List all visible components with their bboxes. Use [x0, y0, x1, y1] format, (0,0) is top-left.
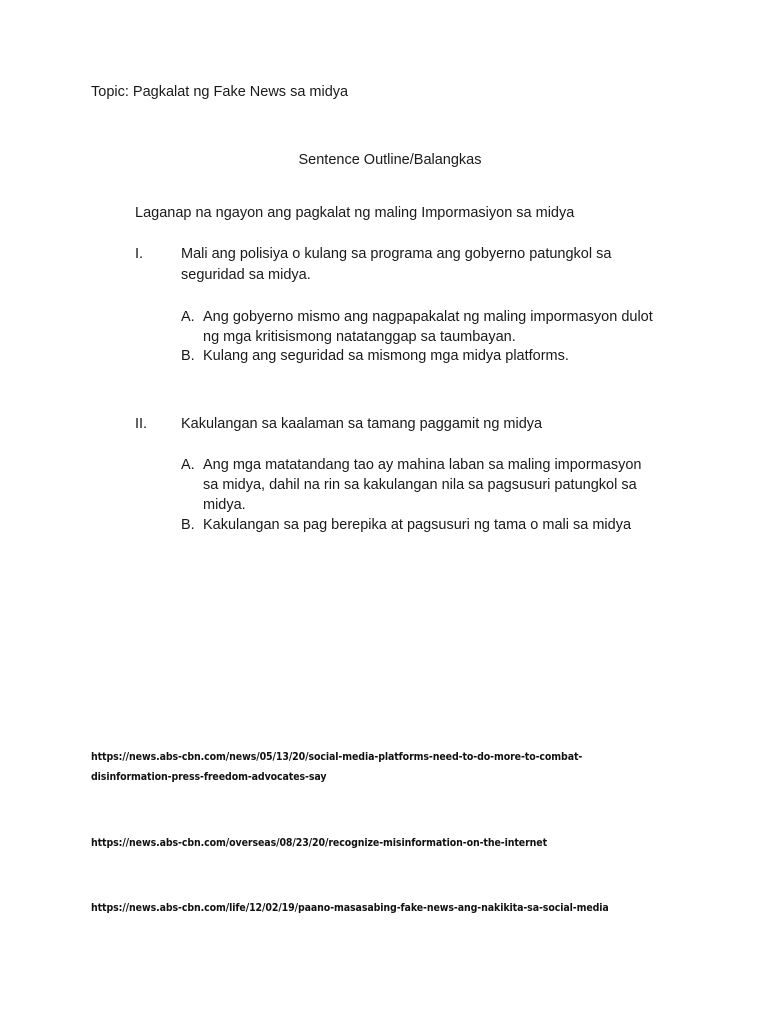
source-link-1-line-2[interactable]: disinformation-press-freedom-advocates-say	[91, 771, 327, 783]
subpoint-1a-line-1: Ang gobyerno mismo ang nagpapakalat ng maling impormasyon dulot	[203, 309, 653, 325]
outline-point-1-line-1: Mali ang polisiya o kulang sa programa ang gobyerno patungkol sa	[181, 246, 612, 262]
outline-numeral-2: II.	[135, 416, 148, 432]
subpoint-1b-line-1: Kulang ang seguridad sa mismong mga midya platforms.	[203, 348, 569, 364]
subpoint-1b-letter: B.	[181, 348, 195, 364]
subpoint-2a-line-3: midya.	[203, 497, 246, 513]
topic-line: Topic: Pagkalat ng Fake News sa midya	[91, 84, 349, 100]
outline-point-2-line-1: Kakulangan sa kaalaman sa tamang paggamit ng midya	[181, 416, 543, 432]
source-link-1-line-1[interactable]: https://news.abs-cbn.com/news/05/13/20/social-media-platforms-need-to-do-more-to-combat-	[91, 751, 583, 763]
subpoint-2b-line-1: Kakulangan sa pag berepika at pagsusuri ng tama o mali sa midya	[203, 517, 632, 533]
subpoint-2a-line-1: Ang mga matatandang tao ay mahina laban sa maling impormasyon	[203, 457, 642, 473]
subpoint-1a-letter: A.	[181, 309, 195, 325]
subpoint-2a-line-2: sa midya, dahil na rin sa kakulangan nila sa pagsusuri patungkol sa	[203, 477, 637, 493]
subpoint-2a-letter: A.	[181, 457, 195, 473]
outline-point-1-line-2: seguridad sa midya.	[181, 267, 311, 283]
subpoint-2b-letter: B.	[181, 517, 195, 533]
outline-numeral-1: I.	[135, 246, 144, 262]
outline-title: Sentence Outline/Balangkas	[298, 152, 482, 168]
subpoint-1a-line-2: ng mga kritisismong natatanggap sa taumbayan.	[203, 329, 516, 345]
source-link-2[interactable]: https://news.abs-cbn.com/overseas/08/23/20/recognize-misinformation-on-the-internet	[91, 837, 547, 849]
source-link-3[interactable]: https://news.abs-cbn.com/life/12/02/19/paano-masasabing-fake-news-ang-nakikita-sa-social-media	[91, 902, 609, 914]
thesis-statement: Laganap na ngayon ang pagkalat ng maling Impormasiyon sa midya	[135, 205, 575, 221]
